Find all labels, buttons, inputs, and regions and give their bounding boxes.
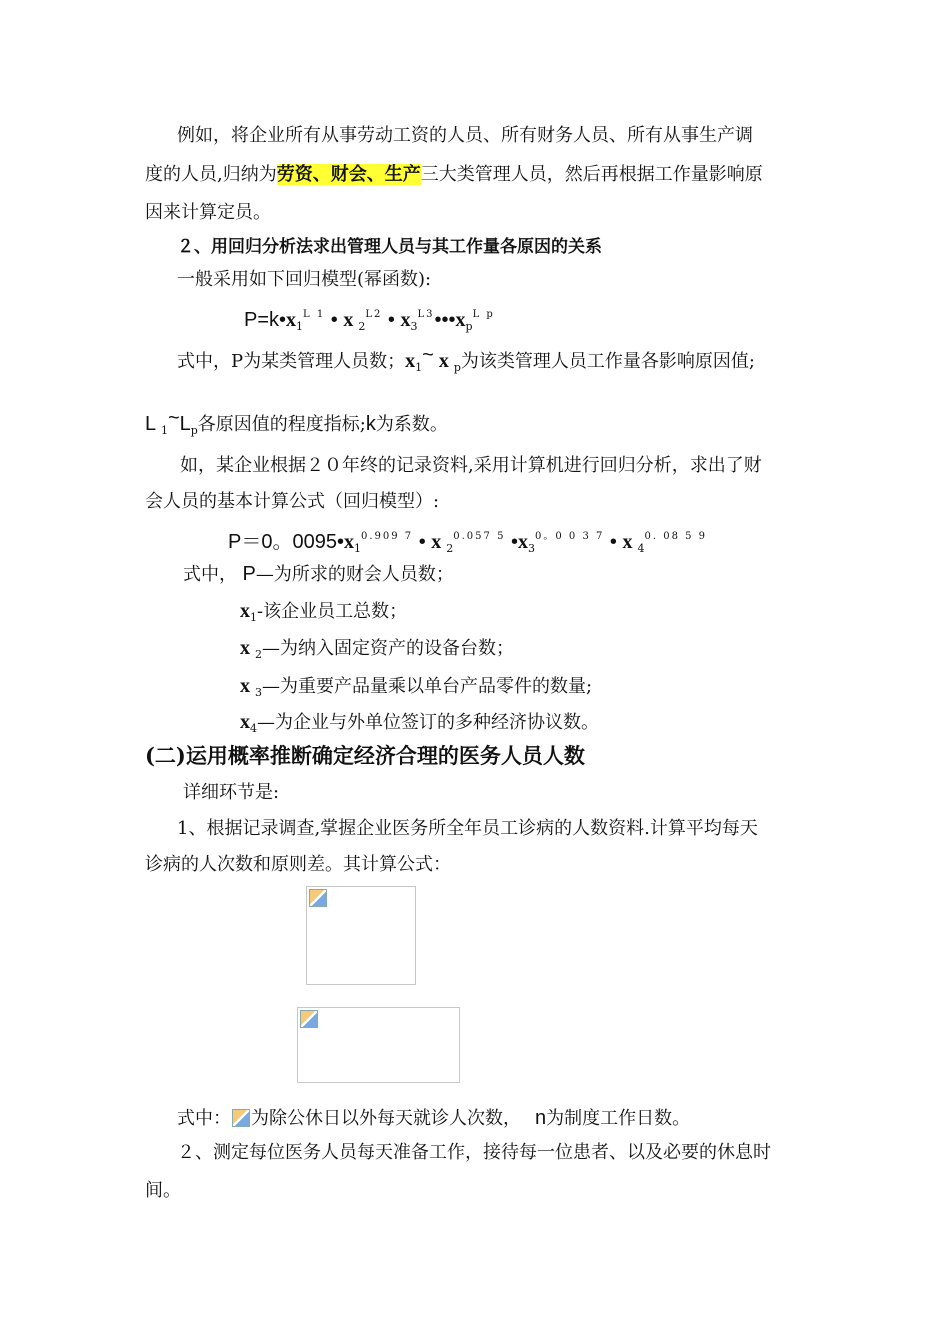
paragraph-line: 间。 — [145, 1180, 181, 1201]
variable-item — [240, 598, 407, 631]
formula-sub: 1 — [160, 424, 168, 437]
text-run: 为系数。 — [375, 414, 448, 435]
formula-exp: 0。0 0 3 7 — [535, 531, 605, 542]
formula-var: x — [400, 309, 411, 331]
broken-image-icon — [300, 1010, 318, 1028]
subheading: ２、用回归分析法求出管理人员与其工作量各原因的关系 — [177, 237, 602, 257]
paragraph-line: ２、测定每位医务人员每天准备工作，接待每一位患者、以及必要的休息时 — [177, 1142, 771, 1163]
formula-var: x — [405, 350, 416, 372]
text-run: 为该类管理人员工作量各影响原因值; — [460, 351, 755, 372]
formula-sub: 1 — [250, 611, 257, 624]
text-run: 三大类管理人员，然后再根据工作量影响原 — [420, 164, 763, 185]
formula-exp: 0. 08 5 9 — [644, 531, 708, 542]
formula-var: x — [240, 675, 255, 697]
text-run: 各原因值的程度指标; — [197, 414, 366, 435]
formula-text: • — [382, 309, 401, 331]
formula-text: P＝0。0095• — [228, 531, 344, 553]
formula-var: x — [240, 600, 250, 622]
formula-exp: L p — [472, 309, 495, 320]
variable-item — [240, 709, 599, 742]
text-run: —为纳入固定资产的设备台数； — [262, 638, 514, 659]
formula-var: k — [365, 413, 376, 435]
formula-sub: 1 — [415, 361, 423, 374]
variable-item — [240, 635, 514, 668]
formula-text: • — [604, 531, 623, 553]
paragraph-line: 诊病的人次数和原则差。其计算公式： — [145, 854, 451, 875]
formula-2 — [228, 524, 707, 562]
formula-var: x — [240, 637, 255, 659]
section-heading: (二)运用概率推断确定经济合理的医务人员人数 — [145, 743, 585, 768]
formula-1 — [244, 302, 495, 340]
paragraph-line: 例如，将企业所有从事劳动工资的人员、所有财务人员、所有从事生产调 — [177, 125, 753, 146]
formula-sub: p — [465, 320, 473, 333]
formula-var: P — [237, 563, 256, 585]
text-run: 度的人员,归纳为 — [145, 164, 277, 185]
formula-text: P=k• — [244, 309, 287, 331]
paragraph-line: 一般采用如下回归模型(幂函数): — [177, 269, 432, 290]
formula-var: L — [145, 413, 161, 435]
formula-sub: 4 — [637, 542, 645, 555]
formula-var: L — [179, 413, 191, 435]
formula-sub: 2 — [358, 320, 366, 333]
variable-item — [240, 673, 592, 706]
paragraph-line: 因来计算定员。 — [145, 202, 271, 223]
formula-sub: p — [190, 424, 198, 437]
paragraph-line: 如，某企业根据２０年终的记录资料,采用计算机进行回归分析，求出了财 — [180, 455, 762, 476]
formula-var: x — [343, 531, 354, 553]
tilde: ~ — [422, 344, 434, 366]
paragraph-line — [145, 405, 448, 444]
paragraph-line — [145, 162, 763, 188]
formula-image-placeholder — [306, 886, 416, 985]
formula-sub: 4 — [250, 722, 257, 735]
paragraph-line — [177, 1105, 690, 1132]
formula-var: n — [535, 1107, 547, 1129]
formula-image-placeholder — [297, 1007, 460, 1083]
formula-exp: L2 — [365, 309, 383, 320]
text-run: 式中，P为某类管理人员数； — [177, 351, 406, 372]
paragraph-line: 详细环节是: — [183, 782, 280, 803]
broken-image-icon — [232, 1109, 250, 1127]
formula-text: • — [325, 309, 344, 331]
highlighted-text: 劳资、财会、生产 — [276, 164, 421, 185]
formula-text: ••• — [434, 309, 456, 331]
text-run: —为所求的财会人员数； — [255, 564, 454, 585]
paragraph-line: 1、根据记录调查,掌握企业医务所全年员工诊病的人数资料.计算平均每天 — [177, 818, 758, 839]
formula-sub: 1 — [296, 320, 304, 333]
formula-var: x — [286, 309, 297, 331]
formula-text: • — [505, 531, 518, 553]
paragraph-line — [177, 342, 755, 381]
formula-var: x — [240, 711, 250, 733]
text-run: -该企业员工总数； — [257, 601, 408, 622]
formula-sub: p — [453, 361, 461, 374]
broken-image-icon — [309, 889, 327, 907]
formula-sub: 3 — [255, 686, 262, 699]
formula-text: • — [413, 531, 432, 553]
formula-exp: L 1 — [303, 309, 326, 320]
formula-exp: 0.057 5 — [453, 531, 506, 542]
formula-var: x — [622, 531, 638, 553]
text-run: 为制度工作日数。 — [546, 1108, 691, 1129]
formula-exp: L3 — [417, 309, 435, 320]
text-run: 式中： — [177, 1108, 231, 1129]
formula-var: x — [343, 309, 359, 331]
formula-exp: 0.909 7 — [360, 531, 414, 542]
formula-sub: 3 — [410, 320, 418, 333]
paragraph-line: 会人员的基本计算公式（回归模型）: — [145, 491, 440, 512]
text-run: —为企业与外单位签订的多种经济协议数。 — [257, 712, 599, 733]
text-run: 式中， — [183, 564, 237, 585]
formula-sub: 2 — [446, 542, 454, 555]
formula-var: x — [433, 350, 454, 372]
text-run: 为除公休日以外每天就诊人次数， — [251, 1108, 521, 1129]
formula-sub: 3 — [528, 542, 535, 555]
tilde: ~ — [167, 407, 180, 429]
formula-var: x — [455, 309, 466, 331]
formula-sub: 1 — [353, 542, 361, 555]
formula-sub: 2 — [255, 648, 262, 661]
formula-var: x — [518, 531, 528, 553]
text-run: —为重要产品量乘以单台产品零件的数量; — [262, 676, 593, 697]
formula-var: x — [431, 531, 447, 553]
paragraph-line — [183, 561, 454, 588]
